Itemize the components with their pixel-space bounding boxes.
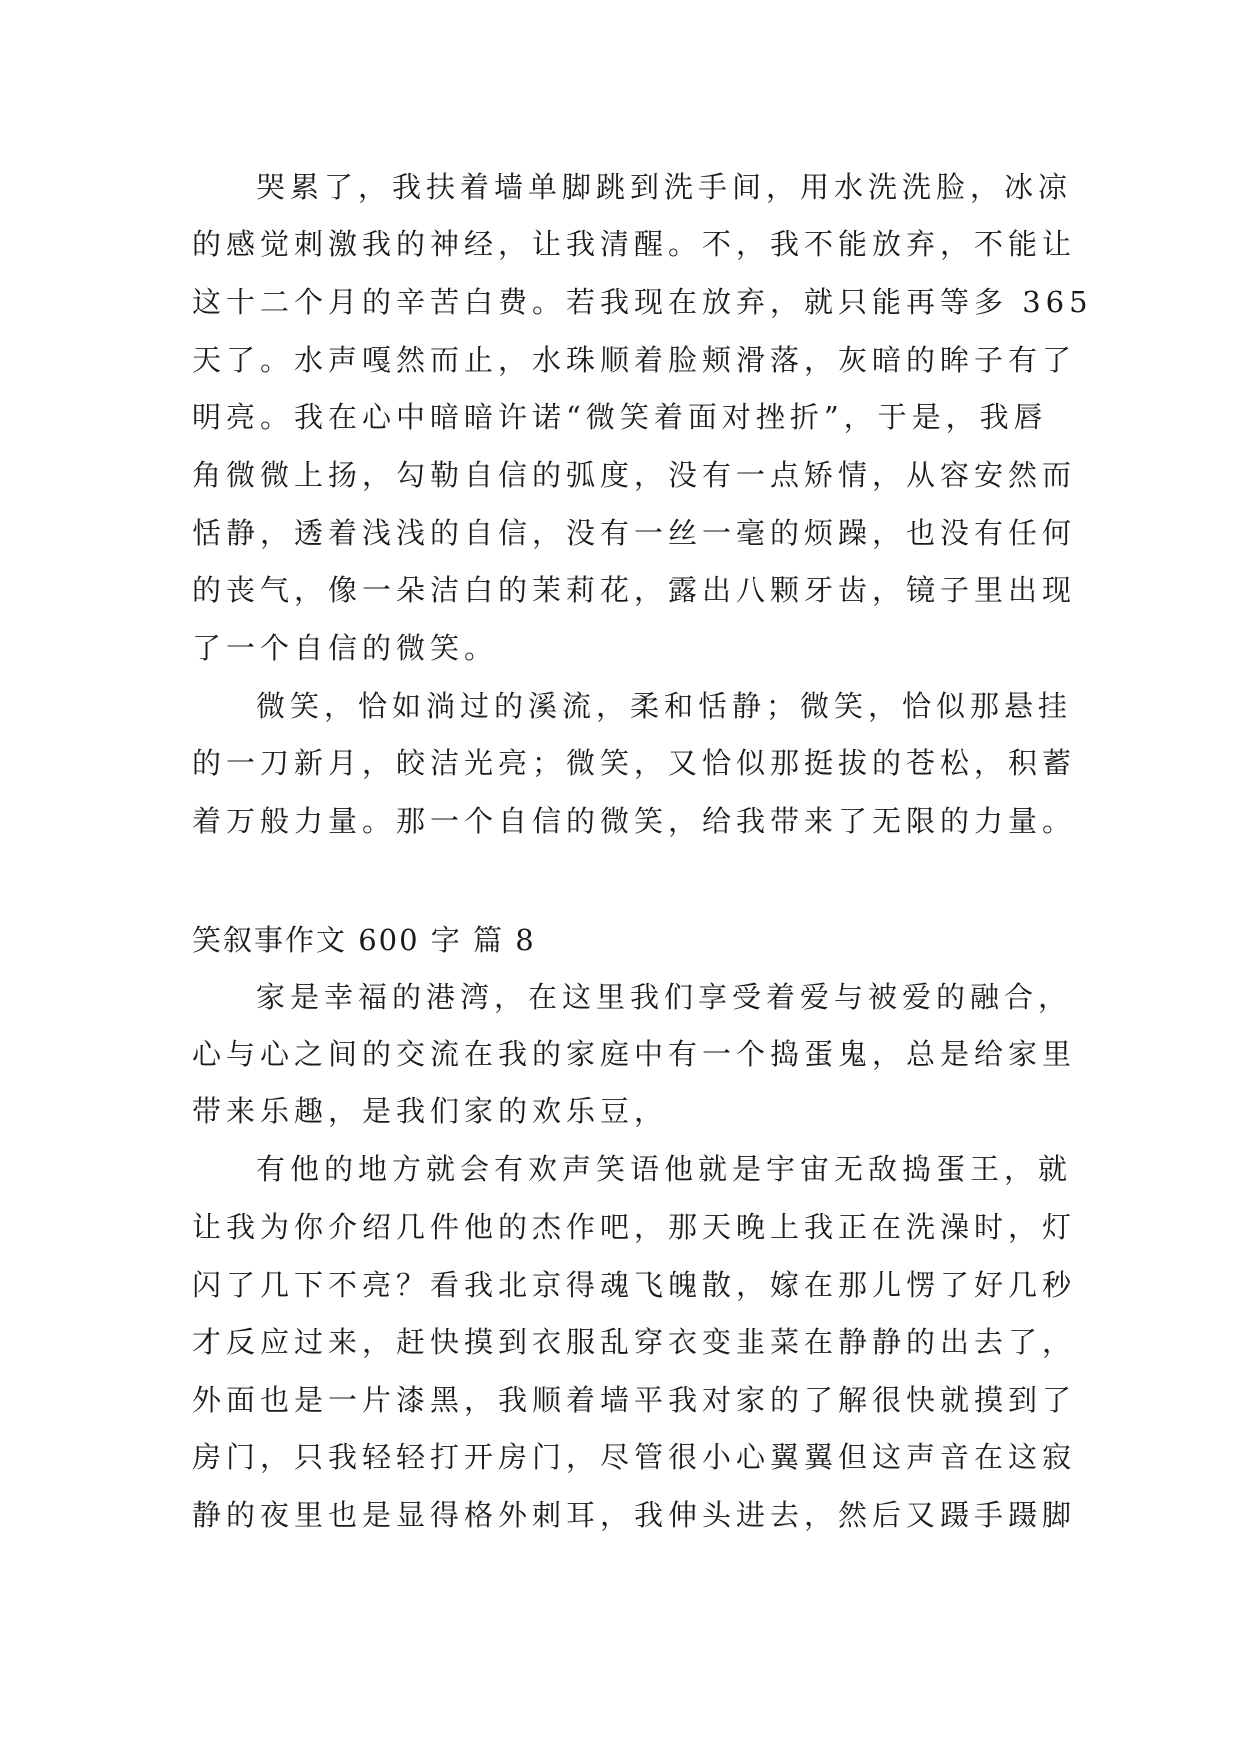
paragraph-1-line-2: 的感觉刺激我的神经，让我清醒。不，我不能放弃，不能让 bbox=[192, 227, 1077, 261]
paragraph-4-line-2: 让我为你介绍几件他的杰作吧，那天晚上我正在洗澡时，灯 bbox=[192, 1210, 1077, 1244]
paragraph-3-line-1: 家是幸福的港湾，在这里我们享受着爱与被爱的融合， bbox=[256, 980, 1073, 1014]
paragraph-4-line-7: 静的夜里也是显得格外刺耳，我伸头进去，然后又蹑手蹑脚 bbox=[192, 1498, 1077, 1532]
paragraph-1-line-3: 这十二个月的辛苦白费。若我现在放弃，就只能再等多 365 bbox=[192, 285, 1093, 319]
paragraph-1-line-4: 天了。水声嘎然而止，水珠顺着脸颊滑落，灰暗的眸子有了 bbox=[192, 343, 1077, 377]
paragraph-1-line-7: 恬静，透着浅浅的自信，没有一丝一毫的烦躁，也没有任何 bbox=[192, 516, 1077, 550]
paragraph-1-line-8: 的丧气，像一朵洁白的茉莉花，露出八颗牙齿，镜子里出现 bbox=[192, 573, 1077, 607]
paragraph-1-line-9: 了一个自信的微笑。 bbox=[192, 631, 499, 665]
paragraph-3-line-3: 带来乐趣，是我们家的欢乐豆， bbox=[192, 1094, 669, 1128]
paragraph-2-line-1: 微笑，恰如淌过的溪流，柔和恬静；微笑，恰似那悬挂 bbox=[256, 689, 1073, 723]
paragraph-4-line-3: 闪了几下不亮？看我北京得魂飞魄散，嫁在那儿愣了好几秒 bbox=[192, 1268, 1077, 1302]
paragraph-3-line-2: 心与心之间的交流在我的家庭中有一个捣蛋鬼，总是给家里 bbox=[192, 1037, 1077, 1071]
paragraph-1-line-1: 哭累了，我扶着墙单脚跳到洗手间，用水洗洗脸，冰凉 bbox=[256, 170, 1073, 204]
section-heading: 笑叙事作文 600 字 篇 8 bbox=[192, 923, 536, 957]
paragraph-2-line-3: 着万般力量。那一个自信的微笑，给我带来了无限的力量。 bbox=[192, 804, 1077, 838]
paragraph-2-line-2: 的一刀新月，皎洁光亮；微笑，又恰似那挺拔的苍松，积蓄 bbox=[192, 746, 1077, 780]
paragraph-1-line-5: 明亮。我在心中暗暗许诺“微笑着面对挫折”，于是，我唇 bbox=[192, 400, 1048, 434]
paragraph-4-line-1: 有他的地方就会有欢声笑语他就是宇宙无敌捣蛋王，就 bbox=[256, 1152, 1073, 1186]
paragraph-4-line-5: 外面也是一片漆黑，我顺着墙平我对家的了解很快就摸到了 bbox=[192, 1383, 1077, 1417]
paragraph-1-line-6: 角微微上扬，勾勒自信的弧度，没有一点矫情，从容安然而 bbox=[192, 458, 1077, 492]
paragraph-4-line-4: 才反应过来，赶快摸到衣服乱穿衣变韭菜在静静的出去了， bbox=[192, 1325, 1077, 1359]
paragraph-4-line-6: 房门，只我轻轻打开房门，尽管很小心翼翼但这声音在这寂 bbox=[192, 1440, 1077, 1474]
